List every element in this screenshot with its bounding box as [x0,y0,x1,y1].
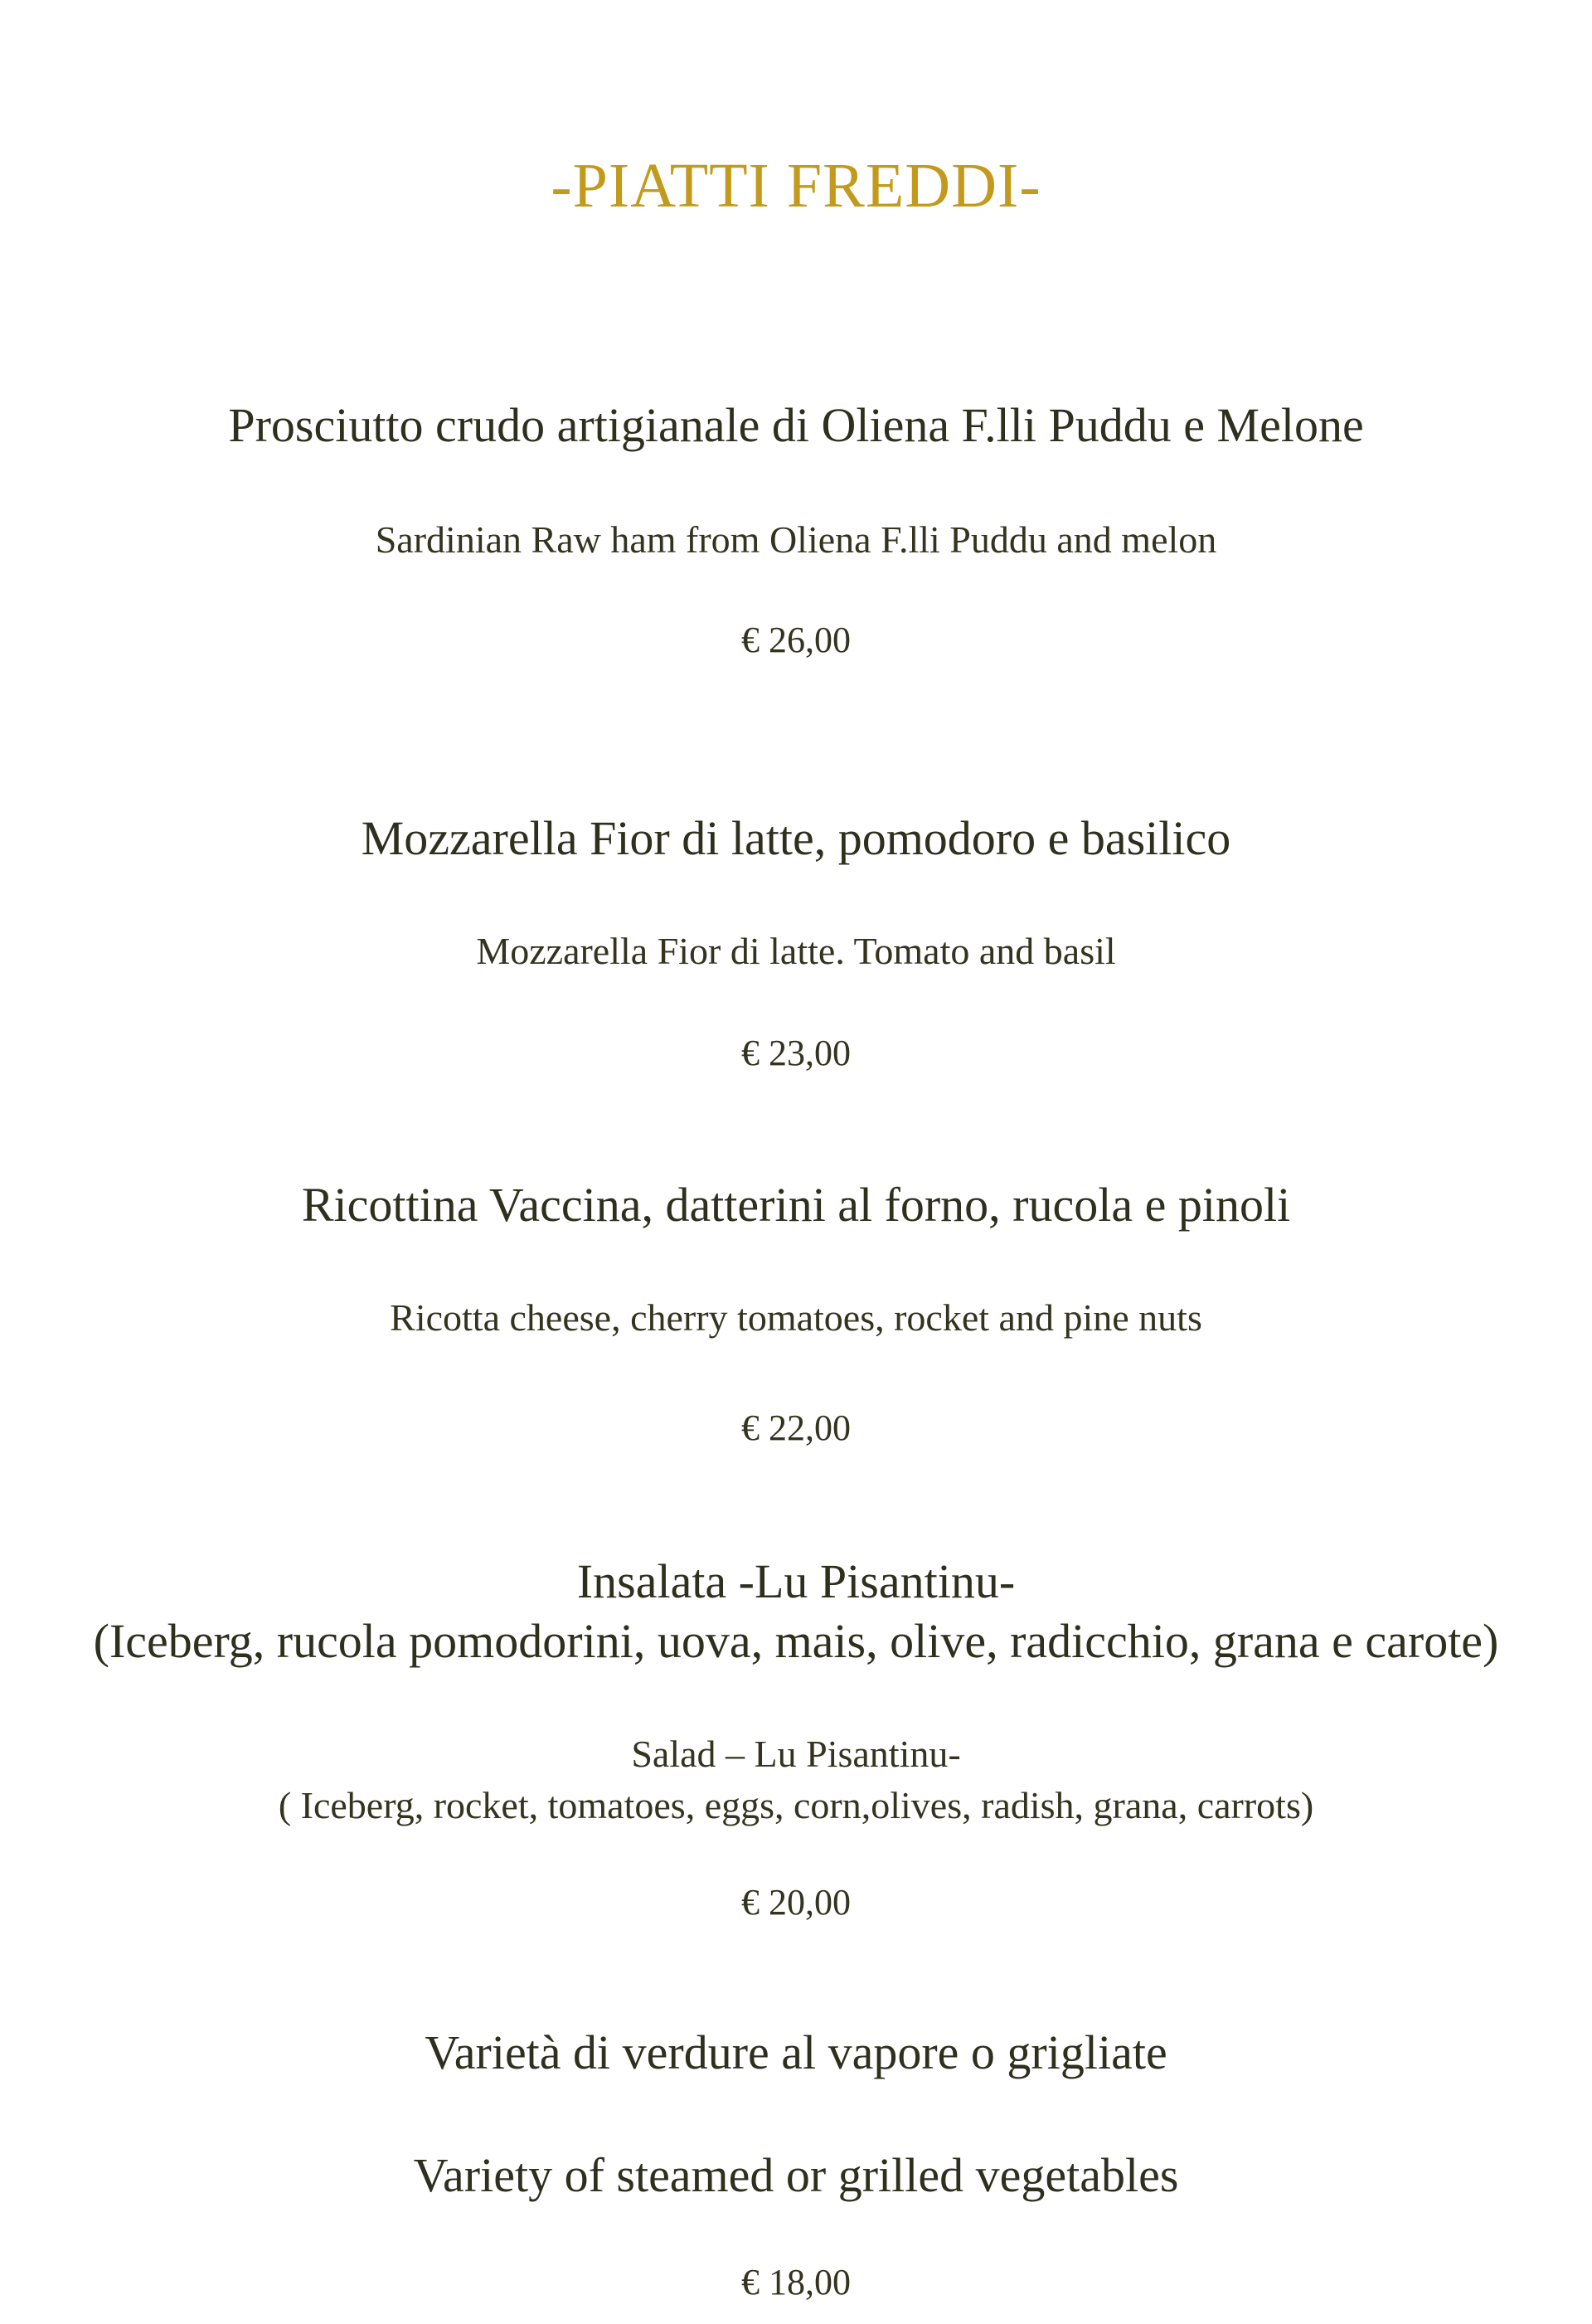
dish-name-italian: Varietà di verdure al vapore o grigliate [425,2025,1167,2079]
dish-ingredients-english: ( Iceberg, rocket, tomatoes, eggs, corn,olives, radish, grana, carrots) [278,1784,1314,1826]
menu-section-title: -PIATTI FREDDI- [551,151,1041,221]
dish-price: € 26,00 [741,620,851,660]
dish-ingredients-italian: (Iceberg, rucola pomodorini, uova, mais, olive, radicchio, grana e carote) [93,1614,1499,1668]
dish-price: € 18,00 [741,2262,851,2302]
dish-name-english: Ricotta cheese, cherry tomatoes, rocket and pine nuts [390,1296,1202,1339]
dish-price: € 22,00 [741,1408,851,1448]
dish-name-english: Salad – Lu Pisantinu- [631,1733,961,1775]
dish-name-italian: Mozzarella Fior di latte, pomodoro e basilico [361,811,1231,865]
dish-name-english: Mozzarella Fior di latte. Tomato and basil [476,930,1116,972]
dish-price: € 20,00 [741,1882,851,1923]
dish-name-italian: Ricottina Vaccina, datterini al forno, rucola e pinoli [301,1178,1291,1232]
dish-name-italian: Insalata -Lu Pisantinu- [576,1554,1016,1608]
dish-price: € 23,00 [741,1033,851,1073]
dish-name-english: Variety of steamed or grilled vegetables [413,2148,1179,2202]
dish-name-english: Sardinian Raw ham from Oliena F.lli Puddu and melon [375,518,1217,561]
dish-name-italian: Prosciutto crudo artigianale di Oliena F.lli Puddu e Melone [228,398,1364,452]
